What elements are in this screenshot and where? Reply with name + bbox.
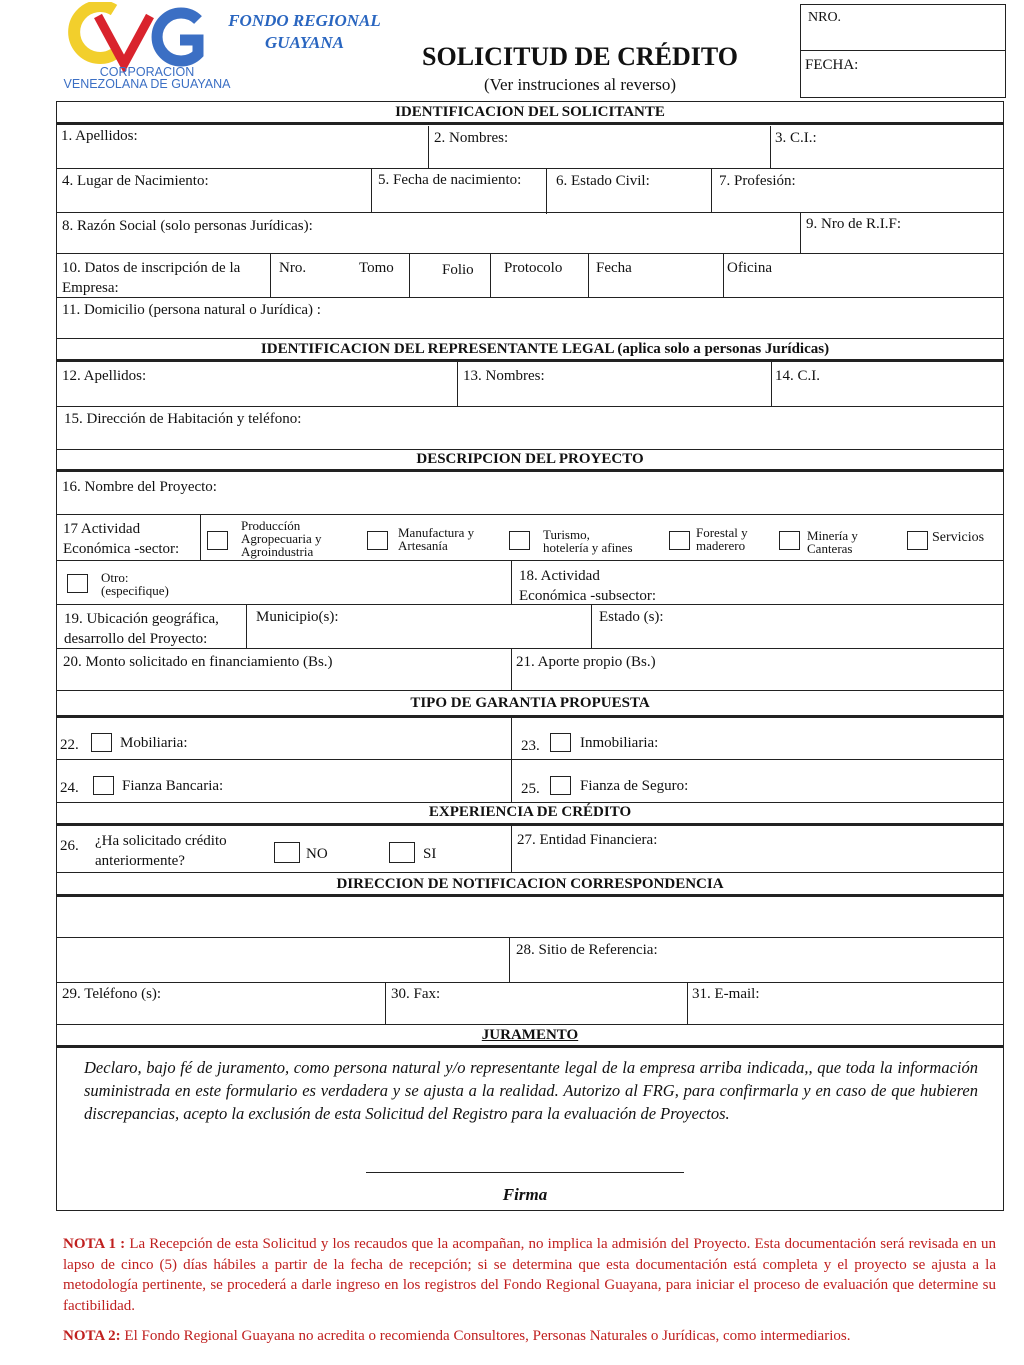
checkbox-inmobiliaria[interactable] xyxy=(550,733,571,752)
logo-line-2: VENEZOLANA DE GUAYANA xyxy=(63,77,231,91)
signature-label: Firma xyxy=(502,1185,548,1204)
option-forestal-line-2: maderero xyxy=(696,538,746,553)
checkbox-otro[interactable] xyxy=(67,574,88,593)
field-aporte-propio[interactable]: 21. Aporte propio (Bs.) xyxy=(516,654,656,670)
section-heading-solicitante: IDENTIFICACION DEL SOLICITANTE xyxy=(395,104,665,120)
field-ubicacion xyxy=(64,609,219,649)
number-26: 26. xyxy=(60,838,79,854)
number-24: 24. xyxy=(60,780,79,796)
option-turismo xyxy=(543,528,633,554)
field-razon-social[interactable]: 8. Razón Social (solo personas Jurídicas): xyxy=(62,218,313,234)
label-fianza-bancaria: Fianza Bancaria: xyxy=(122,778,224,794)
option-otro-line-1: Otro: xyxy=(101,570,129,585)
field-datos-inscripcion-line-2: Empresa: xyxy=(62,280,119,296)
checkbox-fianza-seguro[interactable] xyxy=(550,776,571,795)
label-fianza-seguro: Fianza de Seguro: xyxy=(580,778,689,794)
field-profesion[interactable]: 7. Profesión: xyxy=(719,173,796,189)
field-rep-ci[interactable]: 14. C.I. xyxy=(775,368,820,384)
option-manufactura-line-2: Artesanía xyxy=(398,538,448,553)
option-otro xyxy=(101,571,169,597)
question-credito-previo xyxy=(95,831,227,871)
field-actividad-sector-line-2: Económica -sector: xyxy=(63,541,180,557)
option-mineria xyxy=(807,529,858,555)
field-rep-apellidos[interactable]: 12. Apellidos: xyxy=(62,368,147,384)
field-estado-civil[interactable]: 6. Estado Civil: xyxy=(556,173,650,189)
label-inmobiliaria: Inmobiliaria: xyxy=(580,735,659,751)
fecha-label: FECHA: xyxy=(805,57,859,73)
checkbox-no[interactable] xyxy=(274,842,300,863)
field-ubicacion-line-2: desarrollo del Proyecto: xyxy=(64,631,208,647)
option-produccion-line-2: Agropecuaria y xyxy=(241,531,322,546)
option-mineria-line-2: Canteras xyxy=(807,541,853,556)
checkbox-fianza-bancaria[interactable] xyxy=(93,776,114,795)
col-nro[interactable]: Nro. xyxy=(279,260,307,276)
checkbox-turismo[interactable] xyxy=(509,531,530,550)
checkbox-forestal[interactable] xyxy=(669,531,690,550)
col-tomo[interactable]: Tomo xyxy=(359,260,394,276)
col-folio[interactable]: Folio xyxy=(442,262,474,278)
field-estado[interactable]: Estado (s): xyxy=(599,609,664,625)
field-actividad-subsector-line-1: 18. Actividad xyxy=(519,568,600,584)
option-forestal-line-1: Forestal y xyxy=(696,525,748,540)
nota-2 xyxy=(63,1326,996,1347)
field-apellidos[interactable]: 1. Apellidos: xyxy=(61,128,138,144)
field-rep-nombres[interactable]: 13. Nombres: xyxy=(463,368,545,384)
field-ci[interactable]: 3. C.I.: xyxy=(775,130,817,146)
field-ubicacion-line-1: 19. Ubicación geográfica, xyxy=(64,611,219,627)
option-mineria-line-1: Minería y xyxy=(807,528,858,543)
field-municipio[interactable]: Municipio(s): xyxy=(256,609,339,625)
nota-1-text: La Recepción de esta Solicitud y los recaudos que la acompañan, no implica la admisión del Proyecto. Esta documentación será revisada en un lapso de cinco (5) días hábiles a partir de la fecha de recepción; si se determina que esta documentación está completa y el proyecto se ajusta a la metodología pertinente, se procederá a darle ingreso en los registros del Fondo Regional Guayana, para iniciar el proceso de evaluación que determine su factibilidad. xyxy=(63,1236,997,1314)
checkbox-produccion[interactable] xyxy=(207,531,228,550)
field-fecha-nacimiento[interactable]: 5. Fecha de nacimiento: xyxy=(378,172,522,188)
checkbox-mobiliaria[interactable] xyxy=(91,733,112,752)
form-title: SOLICITUD DE CRÉDITO xyxy=(422,42,738,71)
number-25: 25. xyxy=(521,781,540,797)
field-telefono[interactable]: 29. Teléfono (s): xyxy=(62,986,162,1002)
field-entidad-financiera[interactable]: 27. Entidad Financiera: xyxy=(517,832,658,848)
field-nombre-proyecto[interactable]: 16. Nombre del Proyecto: xyxy=(62,479,217,495)
number-22: 22. xyxy=(60,737,79,753)
question-credito-previo-line-2: anteriormente? xyxy=(95,853,185,869)
nota-2-text: El Fondo Regional Guayana no acredita o recomienda Consultores, Personas Naturales o Jurídicas, como intermediarios. xyxy=(124,1328,851,1344)
option-turismo-line-1: Turismo, xyxy=(543,527,590,542)
form-subtitle: (Ver instruciones al reverso) xyxy=(483,75,677,94)
nota-1 xyxy=(63,1234,996,1316)
field-actividad-sector-line-1: 17 Actividad xyxy=(63,521,141,537)
col-oficina[interactable]: Oficina xyxy=(727,260,772,276)
field-domicilio[interactable]: 11. Domicilio (persona natural o Jurídica) : xyxy=(62,302,321,318)
number-23: 23. xyxy=(521,738,540,754)
option-produccion-line-1: Produccíón xyxy=(241,518,301,533)
nota-1-label: NOTA 1 : xyxy=(63,1236,126,1252)
field-rif[interactable]: 9. Nro de R.I.F: xyxy=(806,216,901,232)
label-si: SI xyxy=(423,846,437,862)
field-sitio-referencia[interactable]: 28. Sitio de Referencia: xyxy=(516,942,658,958)
section-heading-garantia: TIPO DE GARANTIA PROPUESTA xyxy=(410,695,650,711)
section-heading-juramento: JURAMENTO xyxy=(481,1027,579,1043)
checkbox-mineria[interactable] xyxy=(779,531,800,550)
option-otro-line-2: (especifique) xyxy=(101,583,169,598)
field-monto-solicitado[interactable]: 20. Monto solicitado en financiamiento (Bs.) xyxy=(63,654,333,670)
option-manufactura-line-1: Manufactura y xyxy=(398,525,475,540)
option-turismo-line-2: hotelería y afines xyxy=(543,540,633,555)
option-manufactura xyxy=(398,526,474,552)
field-actividad-subsector-line-2: Económica -subsector: xyxy=(519,588,657,604)
field-lugar-nacimiento[interactable]: 4. Lugar de Nacimiento: xyxy=(62,173,209,189)
field-datos-inscripcion-line-1: 10. Datos de inscripción de la xyxy=(62,260,241,276)
fund-name-line-2: GUAYANA xyxy=(264,33,345,52)
option-servicios: Servicios xyxy=(932,530,985,545)
option-produccion xyxy=(241,519,322,558)
nota-2-label: NOTA 2: xyxy=(63,1328,121,1344)
signature-line[interactable] xyxy=(366,1172,684,1173)
section-heading-representante: IDENTIFICACION DEL REPRESENTANTE LEGAL (aplica solo a personas Jurídicas) xyxy=(260,341,830,357)
col-fecha[interactable]: Fecha xyxy=(596,260,632,276)
label-mobiliaria: Mobiliaria: xyxy=(120,735,188,751)
checkbox-manufactura[interactable] xyxy=(367,531,388,550)
fund-name-line-1: FONDO REGIONAL xyxy=(228,11,381,30)
field-actividad-subsector[interactable] xyxy=(519,566,656,606)
checkbox-si[interactable] xyxy=(389,842,415,863)
section-heading-proyecto: DESCRIPCION DEL PROYECTO xyxy=(416,451,644,467)
field-datos-inscripcion xyxy=(62,258,240,298)
label-no: NO xyxy=(306,846,328,862)
oath-text: Declaro, bajo fé de juramento, como persona natural y/o representante legal de la empresa arriba indicada,, que toda la información suministrada en este formulario es verdadera y se ajusta a la realidad. Autorizo al FRG, para confirmarla y en caso de que hubieren discrepancias, acepto la exclusión de esta Solicitud del Registro para la evaluación de Proyectos. xyxy=(84,1058,978,1123)
section-heading-experiencia: EXPERIENCIA DE CRÉDITO xyxy=(428,804,632,820)
checkbox-servicios[interactable] xyxy=(907,531,928,550)
option-forestal xyxy=(696,526,748,552)
question-credito-previo-line-1: ¿Ha solicitado crédito xyxy=(95,833,227,849)
field-email[interactable]: 31. E-mail: xyxy=(692,986,760,1002)
option-produccion-line-3: Agroindustria xyxy=(241,544,314,559)
field-rep-direccion[interactable]: 15. Dirección de Habitación y teléfono: xyxy=(64,411,302,427)
section-heading-notificacion: DIRECCION DE NOTIFICACION CORRESPONDENCIA xyxy=(336,876,724,892)
nro-label: NRO. xyxy=(808,10,842,25)
logo-line-1: CORPORACION xyxy=(99,65,195,79)
field-actividad-sector xyxy=(63,519,179,559)
fund-name xyxy=(212,10,397,54)
field-nombres[interactable]: 2. Nombres: xyxy=(434,130,509,146)
col-protocolo[interactable]: Protocolo xyxy=(504,260,563,276)
field-fax[interactable]: 30. Fax: xyxy=(391,986,441,1002)
